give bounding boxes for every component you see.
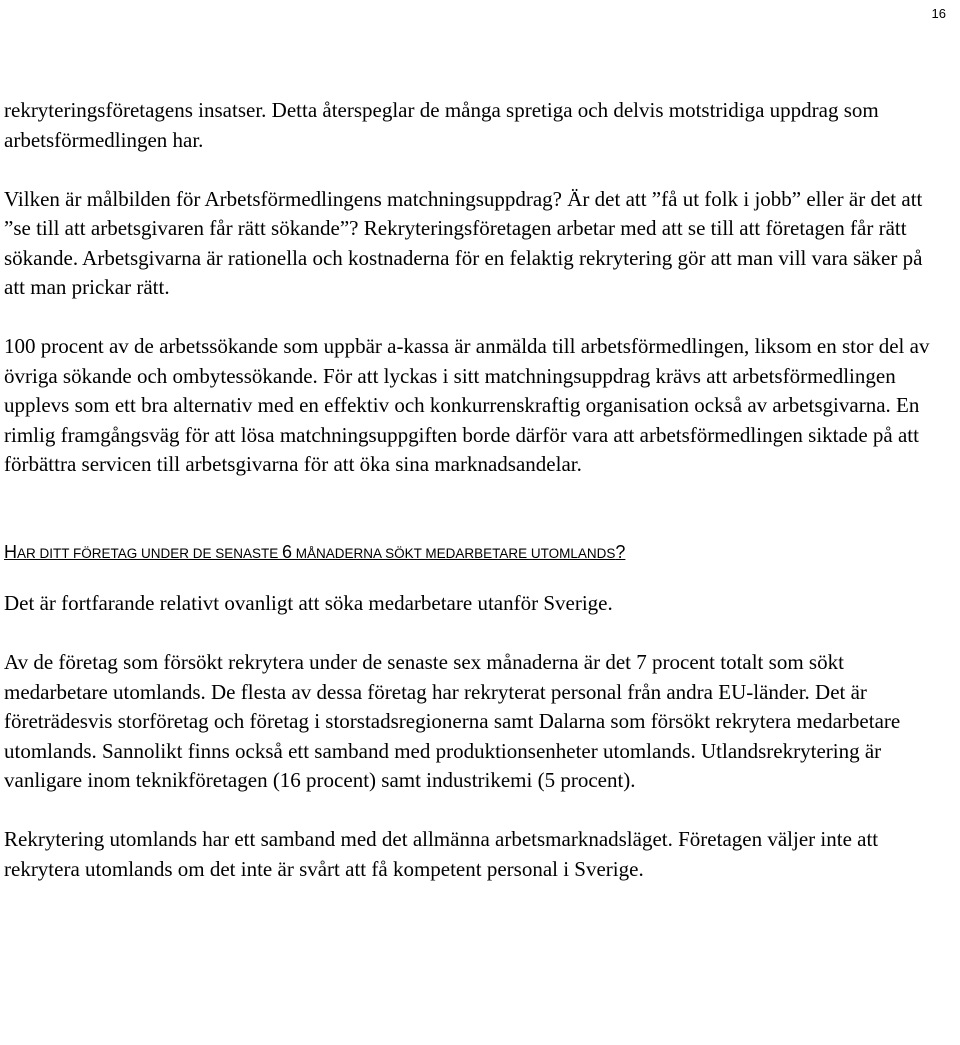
heading-part-1: H: [4, 541, 17, 562]
heading-part-3: 6: [282, 541, 293, 562]
heading-part-5: ?: [615, 541, 626, 562]
paragraph-5: Av de företag som försökt rekrytera under de senaste sex månaderna är det 7 procent totalt som sökt medarbetare utomlands. De flesta av dessa företag har rekryterat personal från andra EU-länder. Det är företrädesvis storföretag och företag i storstadsregionerna samt Dalarna som försökt rekrytera medarbetare utomlands. Sannolikt finns också ett samband med produktionsenheter utomlands. Utlandsrekrytering är vanligare inom teknikföretagen (16 procent) samt industrikemi (5 procent).: [4, 650, 901, 792]
document-body: [4, 96, 944, 884]
paragraph-2: Vilken är målbilden för Arbetsförmedlingens matchningsuppdrag? Är det att ”få ut folk i jobb” eller är det att ”se till att arbetsgivaren får rätt sökande”? Rekryteringsföretagen arbetar med att se till att företagen får rätt sökande. Arbetsgivarna är rationella och kostnaderna för en felaktig rekrytering gör att man vill vara säker på att man prickar rätt.: [4, 186, 923, 299]
heading-part-4: MÅNADERNA SÖKT MEDARBETARE UTOMLANDS: [292, 545, 616, 561]
section-heading: [4, 538, 944, 569]
paragraph-3: 100 procent av de arbetssökande som uppbär a-kassa är anmälda till arbetsförmedlingen, liksom en stor del av övriga sökande och ombytessökande. För att lyckas i sitt matchningsuppdrag krävs att arbetsförmedlingen upplevs som ett bra alternativ med en effektiv och konkurrenskraftig organisation också av arbetsgivarna. En rimlig framgångsväg för att lösa matchningsuppgiften borde därför vara att arbetsförmedlingen siktade på att förbättra servicen till arbetsgivarna för att öka sina marknadsandelar.: [4, 334, 930, 476]
page-number: 16: [931, 6, 946, 21]
paragraph-6: Rekrytering utomlands har ett samband med det allmänna arbetsmarknadsläget. Företagen väljer inte att rekrytera utomlands om det inte är svårt att få kompetent personal i Sverige.: [4, 827, 879, 881]
paragraph-4: Det är fortfarande relativt ovanligt att söka medarbetare utanför Sverige.: [4, 591, 613, 615]
heading-part-2: AR DITT FÖRETAG UNDER DE SENASTE: [17, 545, 283, 561]
paragraph-1: rekryteringsföretagens insatser. Detta återspeglar de många spretiga och delvis motstridiga uppdrag som arbetsförmedlingen har.: [4, 98, 879, 152]
